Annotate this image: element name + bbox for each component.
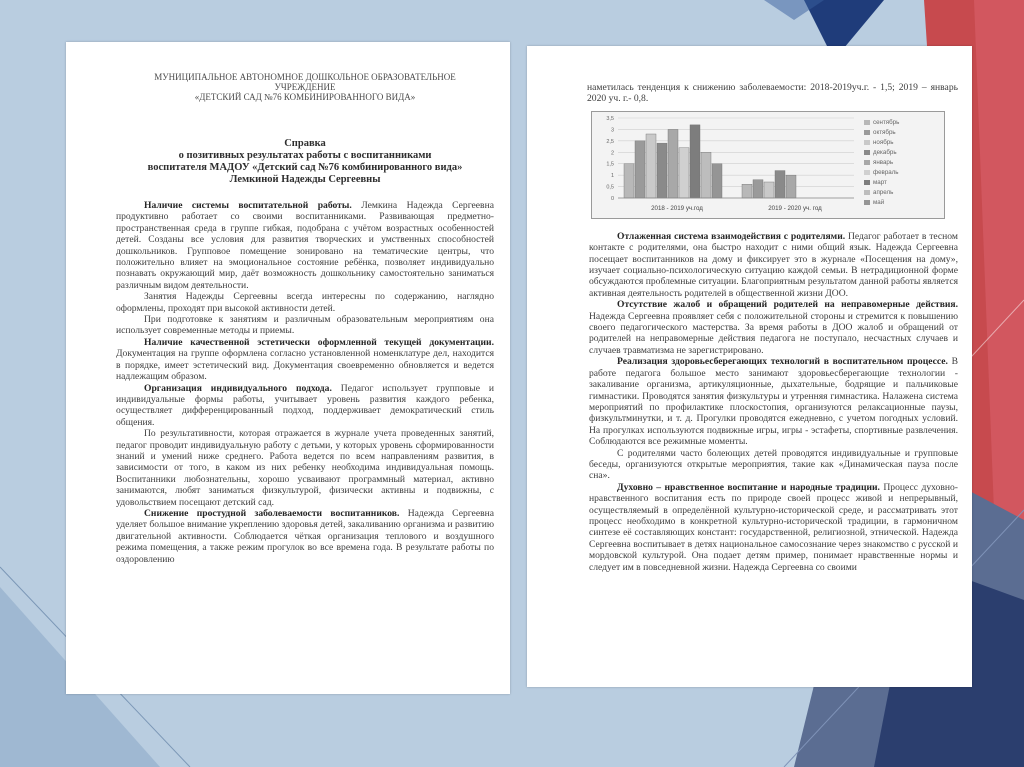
document-page-right (527, 46, 972, 687)
paragraph-heading: Отлаженная система взаимодействия с родителями. (617, 230, 846, 242)
document-page-left (66, 42, 510, 694)
paragraph-heading: Отсутствие жалоб и обращений родителей на неправомерные действия. (617, 299, 958, 311)
legend-item (864, 198, 942, 208)
paragraph-text: Педагог работает в тесном контакте с родителями, она быстро находит с ними общий язык. Надежда Сергеевна посещает воспитанников на дому и фиксирует это в журнале «Посещения на дому», изучает социально-психологическую ситуацию каждой семьи. В нетрадиционной форме обсуждаются проблемные ситуации. Благоприятным результатом данной работы является активная деятельность родителей в общественной жизни ДОО. (589, 230, 958, 299)
x-group-label: 2019 - 2020 уч. год (768, 204, 822, 212)
paragraph (116, 200, 494, 291)
legend-label: январь (873, 159, 894, 167)
paragraph-heading: Наличие системы воспитательной работы. (144, 200, 352, 211)
paragraph (116, 337, 494, 383)
legend-label: октябрь (873, 129, 896, 137)
bar-октябрь (753, 180, 763, 198)
paragraph-text: Надежда Сергеевна проявляет себя с положительной стороны и стремится к повышению своего педагогического мастерства. За время работы в ДОО жалоб и обращений от родителей на неправомерные действия педагога не поступало, несчастных случаев и случаев травматизма не зарегистрировано. (589, 310, 958, 356)
paragraph (589, 482, 958, 573)
intro-text: наметилась тенденция к снижению заболеваемости: 2018-2019уч.г. - 1,5; 2019 – январь 2020 уч. г.- 0,8. (587, 82, 958, 105)
legend-swatch (864, 120, 870, 125)
chart-legend (864, 118, 942, 208)
legend-item (864, 178, 942, 188)
legend-swatch (864, 170, 870, 175)
title-line: о позитивных результатах работы с воспитанниками (178, 150, 432, 161)
paragraph (589, 299, 958, 356)
y-tick-label: 1 (610, 172, 614, 179)
bar-апрель (701, 152, 711, 198)
bar-январь (786, 175, 796, 198)
paragraph-heading: Наличие качественной эстетически оформленной текущей документации. (144, 336, 494, 348)
paragraph-text: Лемкина Надежда Сергеевна продуктивно работает со своими воспитанниками. Развивающая предметно-пространственная среда в группе гибкая, подобрана с учётом возрастных особенностей детей. Созданы все условия для развития творческих и умственных способностей дошкольников. Групповое помещение зонировано на тематические центры, что положительно влияет на эмоциональное состояние ребёнка, позволяет индивидуально познавать окружающий мир, даёт возможность дошкольнику самостоятельно заниматься различным видом деятельности. (116, 200, 494, 291)
legend-swatch (864, 190, 870, 195)
legend-label: май (873, 199, 885, 207)
legend-label: сентябрь (873, 119, 900, 127)
paragraph-text: Процесс духовно-нравственного воспитания есть по природе своей процесс живой и непрерывный, осуществляемый в определённой культурно-исторической среде, и рассматривать этот процесс необходимо в конкретной культурно-исторической традиции, в гармоничном синтезе её составляющих констант: государственной, религиозной, этнической. Надежда Сергеевна воспитывает в детях национальное самосознание через знакомство с русской и мордовской культурой. Она подает детям пример, понимает нравственные нормы и следует им в повседневной жизни. Надежда Сергеевна со своими (589, 481, 959, 573)
legend-item (864, 118, 942, 128)
paragraph (589, 356, 958, 447)
chart-plot (592, 112, 862, 218)
y-tick-label: 0,5 (606, 184, 614, 191)
paragraph-text: В работе педагога большое место занимают здоровьесберегающие технологии - закаливание организма, артикуляционные, дыхательные, бодрящие и пальчиковые гимнастики. Проводятся занятия физкультуры и утренняя гимнастика. Налажена система мероприятий по профилактике плоскостопия, организуются релаксационные паузы, физкультминутки, и т. д. Прогулки проводятся ежедневно, с учетом погодных условий. На прогулках используются подвижные игры, игры - эстафеты, спортивные развлечения. Соблюдаются все режимные моменты. (589, 356, 958, 448)
org-header-line: «ДЕТСКИЙ САД №76 КОМБИНИРОВАННОГО ВИДА» (194, 92, 416, 102)
x-group-label: 2018 - 2019 уч.год (651, 204, 703, 212)
legend-item (864, 188, 942, 198)
paragraph (116, 383, 494, 429)
bar-март (690, 125, 700, 198)
legend-label: февраль (873, 169, 899, 177)
paragraph: При подготовке к занятиям и различным образовательным мероприятиям она использует современные методы и приемы. (116, 314, 494, 337)
legend-swatch (864, 200, 870, 205)
legend-item (864, 158, 942, 168)
org-header-line: МУНИЦИПАЛЬНОЕ АВТОНОМНОЕ ДОШКОЛЬНОЕ ОБРАЗОВАТЕЛЬНОЕ (154, 72, 456, 82)
legend-label: март (873, 179, 887, 187)
paragraph (589, 231, 958, 299)
legend-item (864, 128, 942, 138)
legend-swatch (864, 130, 870, 135)
paragraph-heading: Организация индивидуального подхода. (144, 382, 332, 394)
paragraph: По результативности, которая отражается в журнале учета проведенных занятий, педагог проводит индивидуальную работу с детьми, у которых уровень сформированности знаний и умений ниже среднего. Работа ведется по всем направлениям развития, в зависимости от того, в каком из них ребенку необходима индивидуальная помощь. Воспитанники любознательны, хорошо усваивают программный материал, активно занимаются, любят заниматься физкультурой, физически активны и подвижны, с удовольствием посещают детский сад. (116, 428, 494, 508)
y-tick-label: 0 (610, 195, 614, 202)
legend-swatch (864, 180, 870, 185)
paragraph: С родителями часто болеющих детей проводятся индивидуальные и групповые беседы, организуются открытые мероприятия, такие как «Динамическая пауза после сна». (589, 447, 958, 482)
y-tick-label: 1,5 (606, 161, 614, 168)
paragraph-heading: Снижение простудной заболеваемости воспитанников. (144, 507, 400, 519)
bar-декабрь (775, 170, 785, 197)
title-line: Лемкиной Надежды Сергеевны (229, 174, 381, 185)
paragraph-text: Документация на группе оформлена согласно установленной номенклатуре дел, находится в порядке, имеет эстетический вид. Документация своевременно обновляется и ведется надлежащим образом. (116, 348, 494, 383)
bar-ноябрь (646, 134, 656, 198)
paragraph-heading: Реализация здоровьесберегающих технологий в воспитательном процессе. (617, 356, 948, 368)
title-line: воспитателя МАДОУ «Детский сад №76 комбинированного вида» (147, 162, 463, 173)
y-tick-label: 2,5 (606, 138, 614, 145)
y-tick-label: 3,5 (606, 115, 614, 122)
legend-label: апрель (873, 189, 894, 197)
bar-сентябрь (624, 164, 634, 198)
legend-swatch (864, 140, 870, 145)
paragraph-text: Педагог использует групповые и индивидуальные формы работы, учитывает уровень развития каждого ребенка, осуществляет дифференцированный подход, поддерживает демократический стиль общения. (116, 382, 494, 428)
bar-сентябрь (742, 184, 752, 198)
legend-label: ноябрь (873, 139, 894, 147)
org-header-line: УЧРЕЖДЕНИЕ (274, 82, 336, 92)
bar-январь (668, 129, 678, 198)
paragraph-text: Надежда Сергеевна уделяет большое внимание укреплению здоровья детей, закаливанию организма и развитию двигательной активности. Соблюдается чёткая организация теплового и воздушного режима помещения, а также режим прогулок во все времена года. В результате работы по оздоровлению (116, 507, 494, 565)
morbidity-chart (591, 111, 945, 219)
document-title (116, 138, 494, 186)
legend-label: декабрь (873, 149, 897, 157)
paragraph: Занятия Надежды Сергеевны всегда интересны по содержанию, наглядно оформлены, проходят при высокой активности детей. (116, 291, 494, 314)
title-line: Справка (284, 138, 326, 149)
legend-item (864, 168, 942, 178)
bar-октябрь (635, 141, 645, 198)
bar-декабрь (657, 143, 667, 198)
y-tick-label: 3 (610, 127, 614, 134)
legend-swatch (864, 160, 870, 165)
paragraph-heading: Духовно – нравственное воспитание и народные традиции. (617, 481, 880, 493)
bar-ноябрь (764, 182, 774, 198)
bar-февраль (679, 148, 689, 198)
legend-item (864, 138, 942, 148)
paragraph (116, 508, 494, 565)
y-tick-label: 2 (610, 150, 614, 157)
bar-май (712, 164, 722, 198)
legend-swatch (864, 150, 870, 155)
legend-item (864, 148, 942, 158)
